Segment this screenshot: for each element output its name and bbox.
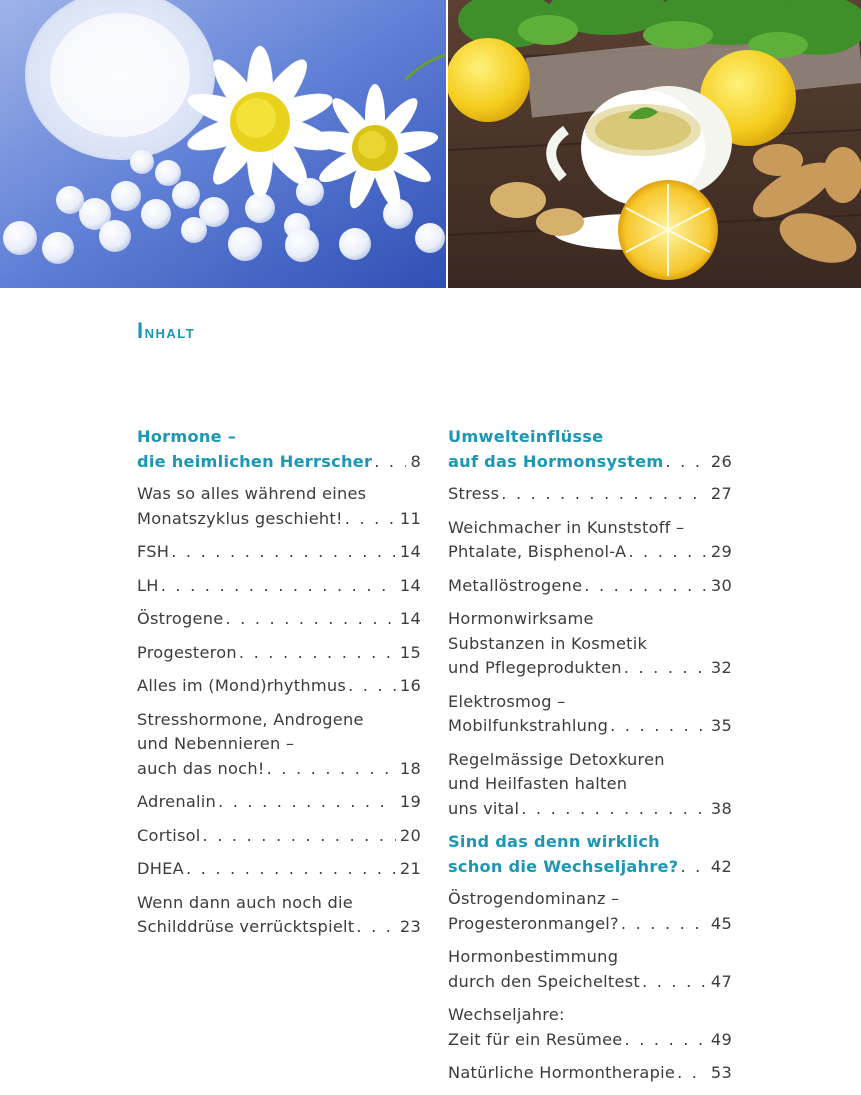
- lemon-ginger-tea-photo: [448, 0, 861, 288]
- toc-entry[interactable]: [448, 1061, 732, 1086]
- toc-entry-title-line: LH: [137, 575, 159, 595]
- toc-entry[interactable]: [448, 945, 732, 994]
- toc-entry-title-line: Sind das denn wirklich: [448, 832, 660, 851]
- dot-leader: [237, 641, 396, 666]
- toc-entry-title-line: Wenn dann auch noch die: [137, 892, 353, 912]
- toc-page-number: 29: [710, 542, 732, 561]
- toc-entry-title-line: Umwelteinflüsse: [448, 427, 604, 446]
- toc-entry-title-line: durch den Speicheltest: [448, 971, 640, 991]
- dot-leader: [619, 912, 707, 937]
- toc-right-column: [448, 425, 732, 1095]
- page-title-rest: nhalt: [144, 322, 196, 343]
- toc-entry-title-line: schon die Wechseljahre?: [448, 856, 679, 876]
- toc-page-number: 14: [399, 609, 421, 628]
- toc-entry-last-line: [137, 674, 421, 699]
- toc-entry-title-line: Mobilfunkstrahlung: [448, 716, 609, 735]
- toc-entry-last-line: [137, 915, 421, 940]
- toc-entry[interactable]: [137, 891, 421, 940]
- toc-page-number: 35: [710, 716, 732, 735]
- toc-page-number: 18: [399, 758, 421, 778]
- toc-section-entry[interactable]: [448, 425, 732, 474]
- toc-entry-title-line: Phtalate, Bisphenol-A: [448, 542, 627, 561]
- toc-page-number: 14: [399, 575, 421, 595]
- toc-entry[interactable]: [448, 887, 732, 936]
- toc-entry-last-line: [448, 540, 732, 565]
- dot-leader: [626, 540, 707, 565]
- toc-entry[interactable]: [137, 574, 421, 599]
- toc-page-number: 16: [399, 676, 421, 695]
- toc-entry-title-line: Zeit für ein Resümee: [448, 1029, 623, 1049]
- toc-entry-title-line: Hormone –: [137, 427, 237, 446]
- toc-entry-last-line: [448, 714, 732, 739]
- toc-page-number: 23: [399, 917, 421, 936]
- toc-entry-last-line: [137, 507, 421, 532]
- toc-entry[interactable]: [448, 690, 732, 739]
- dot-leader: [354, 915, 396, 940]
- toc-entry-title-line: Stresshormone, Androgene: [137, 709, 364, 729]
- toc-entry-last-line: [448, 656, 732, 681]
- toc-entry-title-line: DHEA: [137, 859, 184, 878]
- toc-page-number: 11: [399, 508, 421, 528]
- dot-leader: [675, 1061, 707, 1086]
- toc-entry-title-line: Substanzen in Kosmetik: [448, 633, 648, 653]
- dot-leader: [622, 656, 707, 681]
- toc-entry-last-line: [137, 824, 421, 849]
- dot-leader: [372, 450, 406, 475]
- toc-entry-title-line: die heimlichen Herrscher: [137, 451, 373, 471]
- dot-leader: [663, 450, 706, 475]
- dot-leader: [346, 674, 396, 699]
- toc-page-number: 30: [710, 575, 732, 595]
- toc-entry-last-line: [448, 912, 732, 937]
- toc-left-column: [137, 425, 421, 949]
- toc-section-entry[interactable]: [137, 425, 421, 474]
- toc-entry-title-line: Östrogendominanz –: [448, 889, 620, 908]
- toc-entry[interactable]: [448, 1003, 732, 1052]
- toc-entry-last-line: [448, 1061, 732, 1086]
- dot-leader: [499, 482, 707, 507]
- toc-entry-title-line: auf das Hormonsystem: [448, 451, 664, 471]
- toc-entry[interactable]: [137, 641, 421, 666]
- toc-page-number: 15: [399, 642, 421, 662]
- toc-entry-last-line: [137, 574, 421, 599]
- toc-page-number: 47: [710, 971, 732, 991]
- toc-entry-title-line: Was so alles während eines: [137, 484, 367, 503]
- toc-entry-last-line: [448, 1028, 732, 1053]
- toc-entry-last-line: [137, 607, 421, 632]
- toc-section-entry[interactable]: [448, 830, 732, 879]
- toc-entry-title-line: Progesteron: [137, 642, 237, 662]
- dot-leader: [640, 970, 707, 995]
- dot-leader: [265, 757, 396, 782]
- toc-entry[interactable]: [137, 482, 421, 531]
- toc-entry-last-line: [137, 757, 421, 782]
- toc-page-number: 49: [710, 1029, 732, 1049]
- toc-entry-title-line: und Heilfasten halten: [448, 774, 628, 793]
- toc-entry-title-line: Stress: [448, 484, 500, 503]
- dot-leader: [608, 714, 707, 739]
- toc-page-number: 27: [710, 484, 732, 503]
- toc-entry-title-line: Natürliche Hormontherapie: [448, 1063, 676, 1082]
- dot-leader: [184, 857, 396, 882]
- toc-page-number: 20: [399, 825, 421, 845]
- toc-entry-title-line: Weichmacher in Kunststoff –: [448, 517, 685, 537]
- toc-entry-title-line: uns vital: [448, 798, 520, 818]
- toc-page-number: 26: [710, 451, 732, 471]
- toc-page-number: 21: [399, 859, 421, 878]
- toc-entry-last-line: [137, 641, 421, 666]
- header-photos: [0, 0, 861, 288]
- toc-entry[interactable]: [137, 540, 421, 565]
- toc-entry-title-line: FSH: [137, 542, 170, 561]
- dot-leader: [678, 855, 706, 880]
- dot-leader: [343, 507, 396, 532]
- toc-entry-title-line: Alles im (Mond)rhythmus: [137, 676, 347, 695]
- toc-entry-last-line: [137, 857, 421, 882]
- toc-entry-last-line: [137, 540, 421, 565]
- toc-entry[interactable]: [448, 574, 732, 599]
- toc-page-number: 8: [410, 451, 421, 471]
- toc-entry[interactable]: [137, 607, 421, 632]
- dot-leader: [582, 574, 707, 599]
- dot-leader: [159, 574, 396, 599]
- toc-entry-title-line: Elektrosmog –: [448, 691, 566, 711]
- toc-entry[interactable]: [137, 857, 421, 882]
- toc-entry-title-line: Östrogene: [137, 609, 224, 628]
- toc-page-number: 19: [399, 792, 421, 811]
- toc-entry-title-line: Hormonbestimmung: [448, 947, 619, 966]
- dot-leader: [223, 607, 395, 632]
- toc-entry[interactable]: [137, 790, 421, 815]
- toc-entry[interactable]: [137, 674, 421, 699]
- toc-entry-title-line: und Nebennieren –: [137, 734, 295, 753]
- toc-entry[interactable]: [137, 708, 421, 782]
- dot-leader: [623, 1028, 707, 1053]
- dot-leader: [201, 824, 396, 849]
- toc-entry-title-line: Schilddrüse verrücktspielt: [137, 917, 355, 936]
- toc-entry-title-line: Progesteronmangel?: [448, 913, 619, 933]
- toc-entry-title-line: Regelmässige Detoxkuren: [448, 749, 665, 769]
- globules-chamomile-image: [0, 0, 446, 288]
- toc-entry[interactable]: [448, 748, 732, 822]
- toc-page-number: 32: [710, 658, 732, 677]
- toc-entry-title-line: Hormonwirksame: [448, 609, 594, 628]
- toc-entry-title-line: auch das noch!: [137, 758, 265, 778]
- toc-entry-title-line: und Pflegeprodukten: [448, 658, 622, 677]
- toc-entry-last-line: [448, 574, 732, 599]
- lemon-ginger-tea-image: [448, 0, 861, 288]
- toc-page-number: 38: [710, 798, 732, 818]
- toc-page-number: 45: [710, 913, 732, 933]
- dot-leader: [169, 540, 396, 565]
- toc-entry-last-line: [137, 450, 421, 475]
- toc-page-number: 42: [710, 856, 732, 876]
- toc-entry-last-line: [137, 790, 421, 815]
- toc-entry-last-line: [448, 797, 732, 822]
- dot-leader: [216, 790, 396, 815]
- toc-entry-last-line: [448, 855, 732, 880]
- toc-entry[interactable]: [448, 607, 732, 681]
- toc-entry-title-line: Cortisol: [137, 825, 201, 845]
- toc-page-number: 14: [399, 542, 421, 561]
- toc-entry-last-line: [448, 482, 732, 507]
- toc-entry[interactable]: [448, 482, 732, 507]
- toc-entry-title-line: Wechseljahre:: [448, 1005, 565, 1024]
- toc-entry-title-line: Monatszyklus geschieht!: [137, 508, 343, 528]
- page-title: [137, 318, 195, 344]
- toc-entry[interactable]: [448, 516, 732, 565]
- toc-entry-title-line: Adrenalin: [137, 792, 217, 811]
- globules-chamomile-photo: [0, 0, 446, 288]
- dot-leader: [519, 797, 707, 822]
- toc-entry-last-line: [448, 450, 732, 475]
- toc-entry-last-line: [448, 970, 732, 995]
- toc-page-number: 53: [710, 1063, 732, 1082]
- toc-entry-title-line: Metallöstrogene: [448, 575, 583, 595]
- toc-entry[interactable]: [137, 824, 421, 849]
- page-title-initial: I: [137, 318, 145, 343]
